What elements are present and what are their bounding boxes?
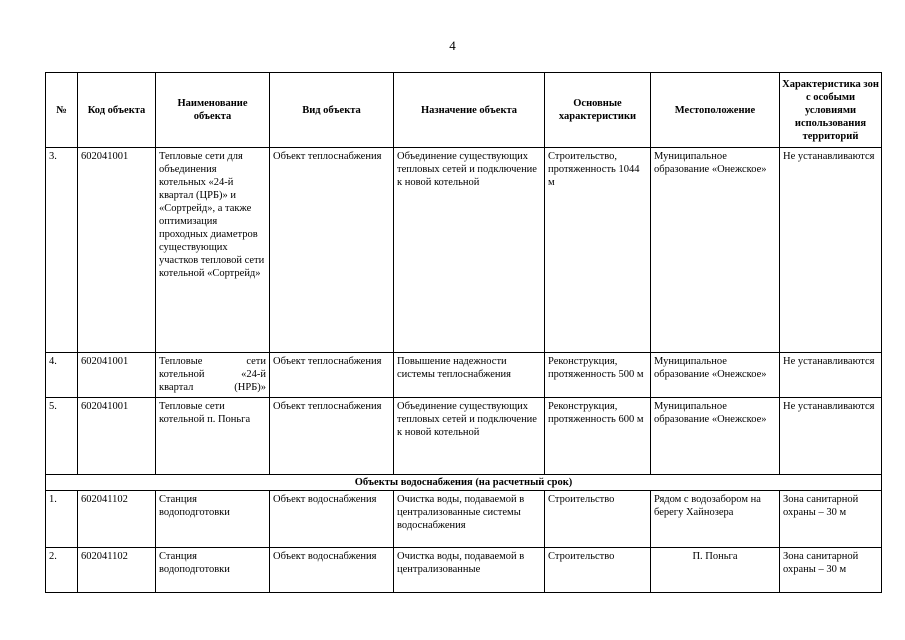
cell-location: П. Поньга bbox=[651, 548, 780, 593]
table-row bbox=[46, 548, 882, 593]
cell-name: Тепловые сети котельной «24-й квартал (НРБ)» bbox=[156, 353, 270, 398]
cell-code: 602041001 bbox=[78, 398, 156, 475]
cell-code: 602041102 bbox=[78, 548, 156, 593]
cell-num: 2. bbox=[46, 548, 78, 593]
cell-characteristics: Строительство bbox=[545, 548, 651, 593]
cell-type: Объект теплоснабжения bbox=[270, 148, 394, 353]
table-row bbox=[46, 353, 882, 398]
cell-num: 4. bbox=[46, 353, 78, 398]
cell-type: Объект водоснабжения bbox=[270, 548, 394, 593]
section-header-row bbox=[46, 475, 882, 491]
cell-purpose: Очистка воды, подаваемой в централизованные bbox=[394, 548, 545, 593]
table-row bbox=[46, 491, 882, 548]
table-row bbox=[46, 398, 882, 475]
cell-num: 5. bbox=[46, 398, 78, 475]
cell-name: Тепловые сети котельной п. Поньга bbox=[156, 398, 270, 475]
header-purpose: Назначение объекта bbox=[394, 73, 545, 148]
header-zones: Характеристика зон с особыми условиями использования территорий bbox=[780, 73, 882, 148]
cell-zones: Зона санитарной охраны – 30 м bbox=[780, 491, 882, 548]
header-num: № bbox=[46, 73, 78, 148]
section-title: Объекты водоснабжения (на расчетный срок) bbox=[46, 475, 882, 491]
cell-location: Муниципальное образование «Онежское» bbox=[651, 398, 780, 475]
cell-purpose: Очистка воды, подаваемой в централизованные системы водоснабжения bbox=[394, 491, 545, 548]
cell-zones: Не устанавливаются bbox=[780, 353, 882, 398]
cell-location: Рядом с водозабором на берегу Хайнозера bbox=[651, 491, 780, 548]
cell-zones: Не устанавливаются bbox=[780, 148, 882, 353]
cell-type: Объект теплоснабжения bbox=[270, 353, 394, 398]
cell-zones: Зона санитарной охраны – 30 м bbox=[780, 548, 882, 593]
cell-code: 602041001 bbox=[78, 353, 156, 398]
page-number: 4 bbox=[449, 38, 456, 53]
cell-purpose: Объединение существующих тепловых сетей и подключение к новой котельной bbox=[394, 398, 545, 475]
cell-characteristics: Реконструкция, протяженность 600 м bbox=[545, 398, 651, 475]
cell-purpose: Объединение существующих тепловых сетей и подключение к новой котельной bbox=[394, 148, 545, 353]
cell-characteristics: Реконструкция, протяженность 500 м bbox=[545, 353, 651, 398]
header-code: Код объекта bbox=[78, 73, 156, 148]
header-name: Наименование объекта bbox=[156, 73, 270, 148]
table-row bbox=[46, 148, 882, 353]
table-header-row bbox=[46, 73, 882, 148]
cell-type: Объект водоснабжения bbox=[270, 491, 394, 548]
header-location: Местоположение bbox=[651, 73, 780, 148]
cell-characteristics: Строительство bbox=[545, 491, 651, 548]
header-type: Вид объекта bbox=[270, 73, 394, 148]
cell-purpose: Повышение надежности системы теплоснабжения bbox=[394, 353, 545, 398]
cell-name: Тепловые сети для объединения котельных «24-й квартал (ЦРБ)» и «Сортрейд», а также оптимизация проходных диаметров существующих участков тепловой сети котельной «Сортрейд» bbox=[156, 148, 270, 353]
cell-characteristics: Строительство, протяженность 1044 м bbox=[545, 148, 651, 353]
cell-name: Станция водоподготовки bbox=[156, 548, 270, 593]
cell-location: Муниципальное образование «Онежское» bbox=[651, 353, 780, 398]
cell-code: 602041102 bbox=[78, 491, 156, 548]
cell-type: Объект теплоснабжения bbox=[270, 398, 394, 475]
cell-num: 3. bbox=[46, 148, 78, 353]
header-characteristics: Основные характеристики bbox=[545, 73, 651, 148]
cell-location: Муниципальное образование «Онежское» bbox=[651, 148, 780, 353]
cell-zones: Не устанавливаются bbox=[780, 398, 882, 475]
cell-num: 1. bbox=[46, 491, 78, 548]
objects-table bbox=[45, 72, 882, 593]
cell-code: 602041001 bbox=[78, 148, 156, 353]
cell-name: Станция водоподготовки bbox=[156, 491, 270, 548]
